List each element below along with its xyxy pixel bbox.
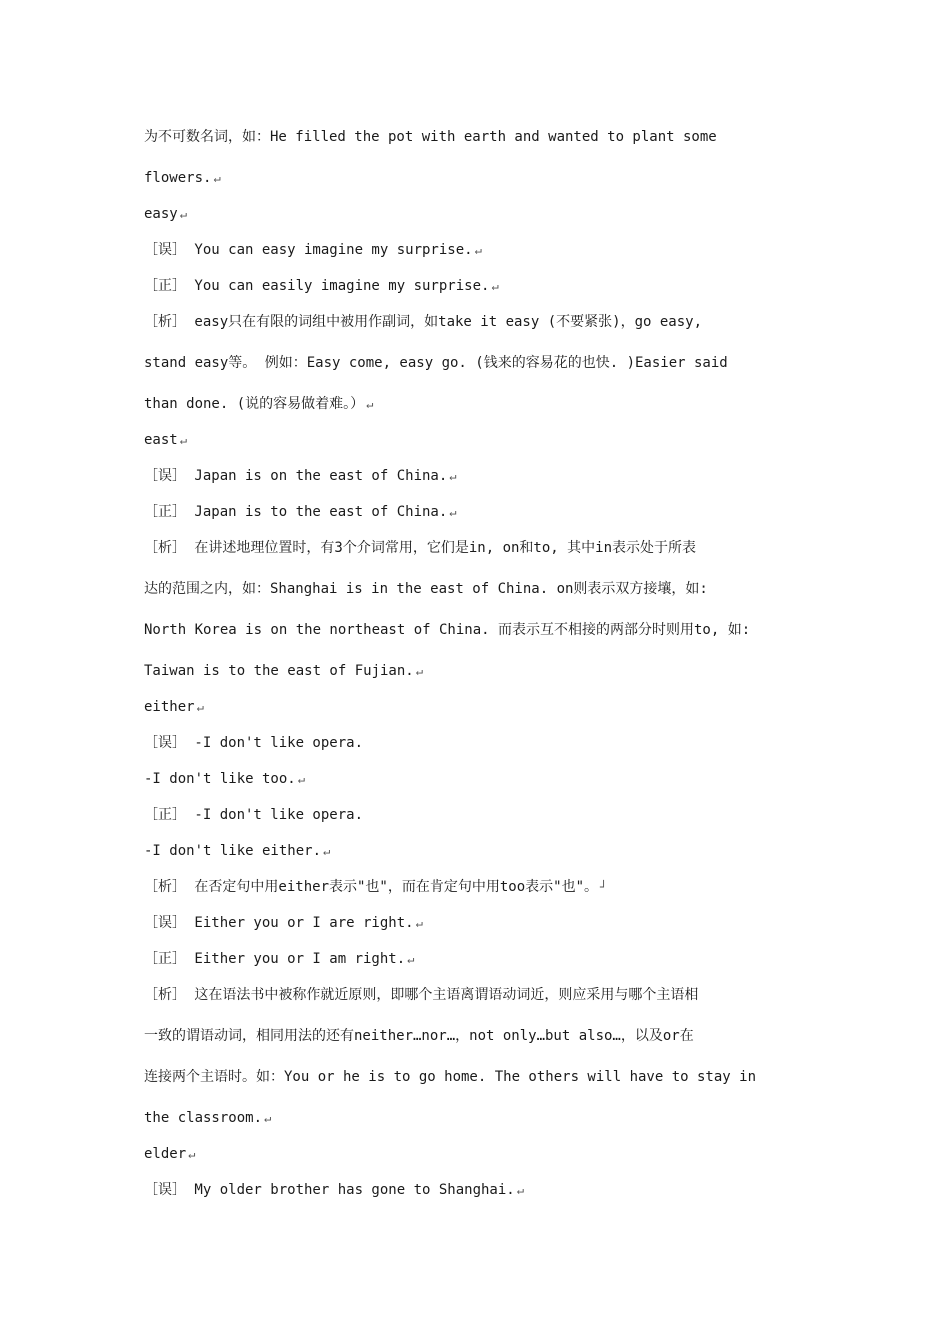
line-break-mark-icon [600, 880, 607, 894]
paragraph-mark-icon [180, 433, 187, 447]
wrong-example: ［误］ You can easy imagine my surprise.↵ [144, 241, 814, 259]
wrong-example: ［误］ -I don't like opera. [144, 735, 364, 751]
paragraph-mark-icon [366, 397, 373, 411]
paragraph-mark-icon [264, 1111, 271, 1125]
text-line: 为不可数名词，如：He filled the pot with earth and wanted to plant some [144, 129, 717, 145]
analysis-line: ［析］ easy只在有限的词组中被用作副词，如take it easy (不要紧张)，go easy, [144, 314, 703, 330]
paragraph-mark-icon [323, 844, 330, 858]
dialogue-reply: -I don't like either.↵ [144, 842, 814, 860]
paragraph-mark-icon [213, 171, 220, 185]
analysis-line: North Korea is on the northeast of China. 而表示互不相接的两部分时则用to, 如: [144, 622, 751, 638]
paragraph-mark-icon [188, 1147, 195, 1161]
analysis-line: than done. (说的容易做着难。）↵ [144, 395, 814, 413]
wrong-example: ［误］ Either you or I are right.↵ [144, 914, 814, 932]
analysis-line: 连接两个主语时。如：You or he is to go home. The others will have to stay in [144, 1069, 757, 1085]
paragraph-mark-icon [491, 279, 498, 293]
entry-headword: either↵ [144, 698, 814, 716]
analysis-line: ［析］ 在否定句中用either表示"也"，而在肯定句中用too表示"也"。┘ [144, 878, 814, 896]
paragraph-mark-icon [517, 1183, 524, 1197]
analysis-line: 一致的谓语动词，相同用法的还有neither…nor…，not only…but also…，以及or在 [144, 1028, 694, 1044]
correct-example: ［正］ Japan is to the east of China.↵ [144, 503, 814, 521]
wrong-example: ［误］ Japan is on the east of China.↵ [144, 467, 814, 485]
paragraph-mark-icon [416, 916, 423, 930]
paragraph-mark-icon [475, 243, 482, 257]
paragraph-mark-icon [449, 505, 456, 519]
analysis-line: the classroom.↵ [144, 1109, 814, 1127]
dialogue-reply: -I don't like too.↵ [144, 770, 814, 788]
analysis-line: ［析］ 在讲述地理位置时，有3个介词常用，它们是in, on和to, 其中in表示处于所表 [144, 540, 697, 556]
paragraph-mark-icon [407, 952, 414, 966]
analysis-line: 达的范围之内，如：Shanghai is in the east of China. on则表示双方接壤，如: [144, 581, 708, 597]
wrong-example: ［误］ My older brother has gone to Shanghai.↵ [144, 1181, 814, 1199]
entry-headword: elder↵ [144, 1145, 814, 1163]
analysis-line: Taiwan is to the east of Fujian.↵ [144, 662, 814, 680]
correct-example: ［正］ Either you or I am right.↵ [144, 950, 814, 968]
entry-headword: east↵ [144, 431, 814, 449]
analysis-line: ［析］ 这在语法书中被称作就近原则，即哪个主语离谓语动词近，则应采用与哪个主语相 [144, 987, 699, 1003]
paragraph-mark-icon [416, 664, 423, 678]
entry-headword: easy↵ [144, 205, 814, 223]
paragraph-mark-icon [449, 469, 456, 483]
paragraph-mark-icon [180, 207, 187, 221]
text-line: flowers.↵ [144, 169, 814, 187]
paragraph-mark-icon [197, 700, 204, 714]
correct-example: ［正］ You can easily imagine my surprise.↵ [144, 277, 814, 295]
paragraph-mark-icon [298, 772, 305, 786]
analysis-line: stand easy等。 例如：Easy come, easy go. (钱来的容易花的也快. )Easier said [144, 355, 728, 371]
correct-example: ［正］ -I don't like opera. [144, 807, 364, 823]
